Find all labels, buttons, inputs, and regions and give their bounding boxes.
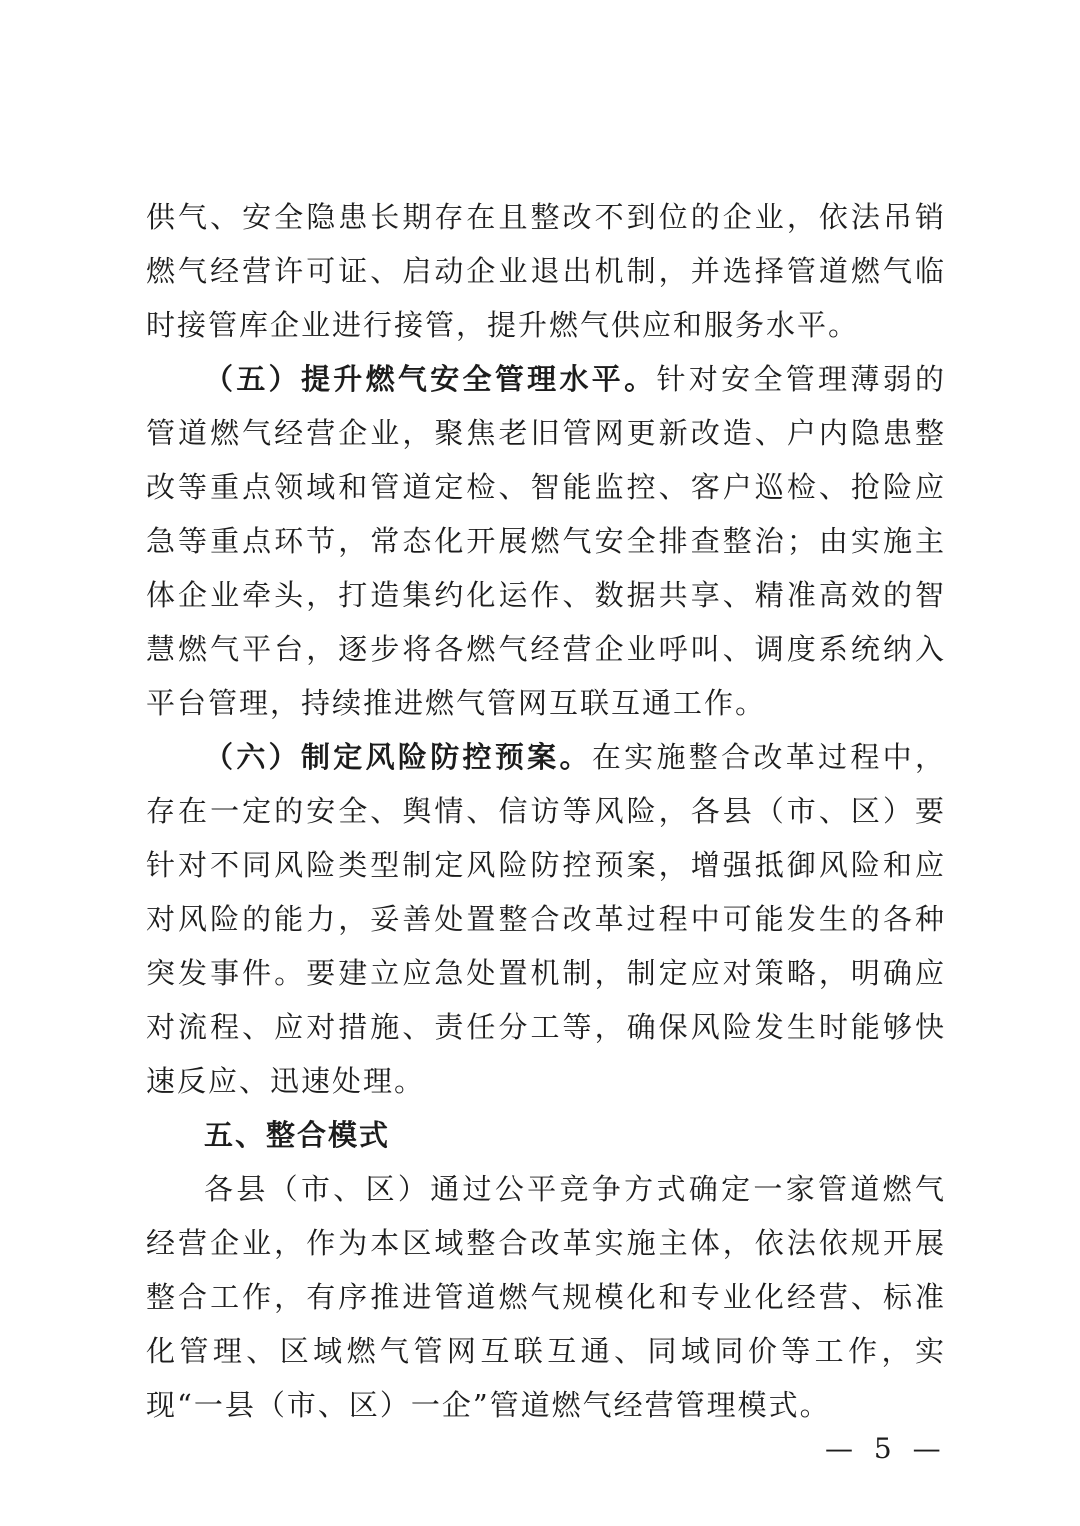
paragraph-item-6 bbox=[146, 730, 946, 1108]
paragraph-lead: （五）提升燃气安全管理水平。 bbox=[204, 362, 657, 396]
section-heading: 五、整合模式 bbox=[204, 1118, 391, 1152]
paragraph-continuation bbox=[146, 190, 946, 352]
paragraph-text: 针对安全管理薄弱的管道燃气经营企业，聚焦老旧管网更新改造、户内隐患整改等重点领域和管道定检、智能监控、客户巡检、抢险应急等重点环节，常态化开展燃气安全排查整治；由实施主体企业牵头，打造集约化运作、数据共享、精准高效的智慧燃气平台，逐步将各燃气经营企业呼叫、调度系统纳入平台管理，持续推进燃气管网互联互通工作。 bbox=[146, 362, 946, 720]
section-paragraph: 各县（市、区）通过公平竞争方式确定一家管道燃气经营企业，作为本区域整合改革实施主体，依法依规开展整合工作，有序推进管道燃气规模化和专业化经营、标准化管理、区域燃气管网互联互通、同域同价等工作，实现“一县（市、区）一企”管道燃气经营管理模式。 bbox=[146, 1172, 946, 1422]
page-number: — 5 — bbox=[825, 1432, 947, 1465]
paragraph-item-5 bbox=[146, 352, 946, 730]
paragraph-lead: （六）制定风险防控预案。 bbox=[204, 740, 592, 774]
paragraph-text: 在实施整合改革过程中，存在一定的安全、舆情、信访等风险，各县（市、区）要针对不同风险类型制定风险防控预案，增强抵御风险和应对风险的能力，妥善处置整合改革过程中可能发生的各种突发事件。要建立应急处置机制，制定应对策略，明确应对流程、应对措施、责任分工等，确保风险发生时能够快速反应、迅速处理。 bbox=[146, 740, 946, 1098]
document-body bbox=[146, 190, 946, 1432]
paragraph-text: 供气、安全隐患长期存在且整改不到位的企业，依法吊销燃气经营许可证、启动企业退出机制，并选择管道燃气临时接管库企业进行接管，提升燃气供应和服务水平。 bbox=[146, 200, 946, 342]
